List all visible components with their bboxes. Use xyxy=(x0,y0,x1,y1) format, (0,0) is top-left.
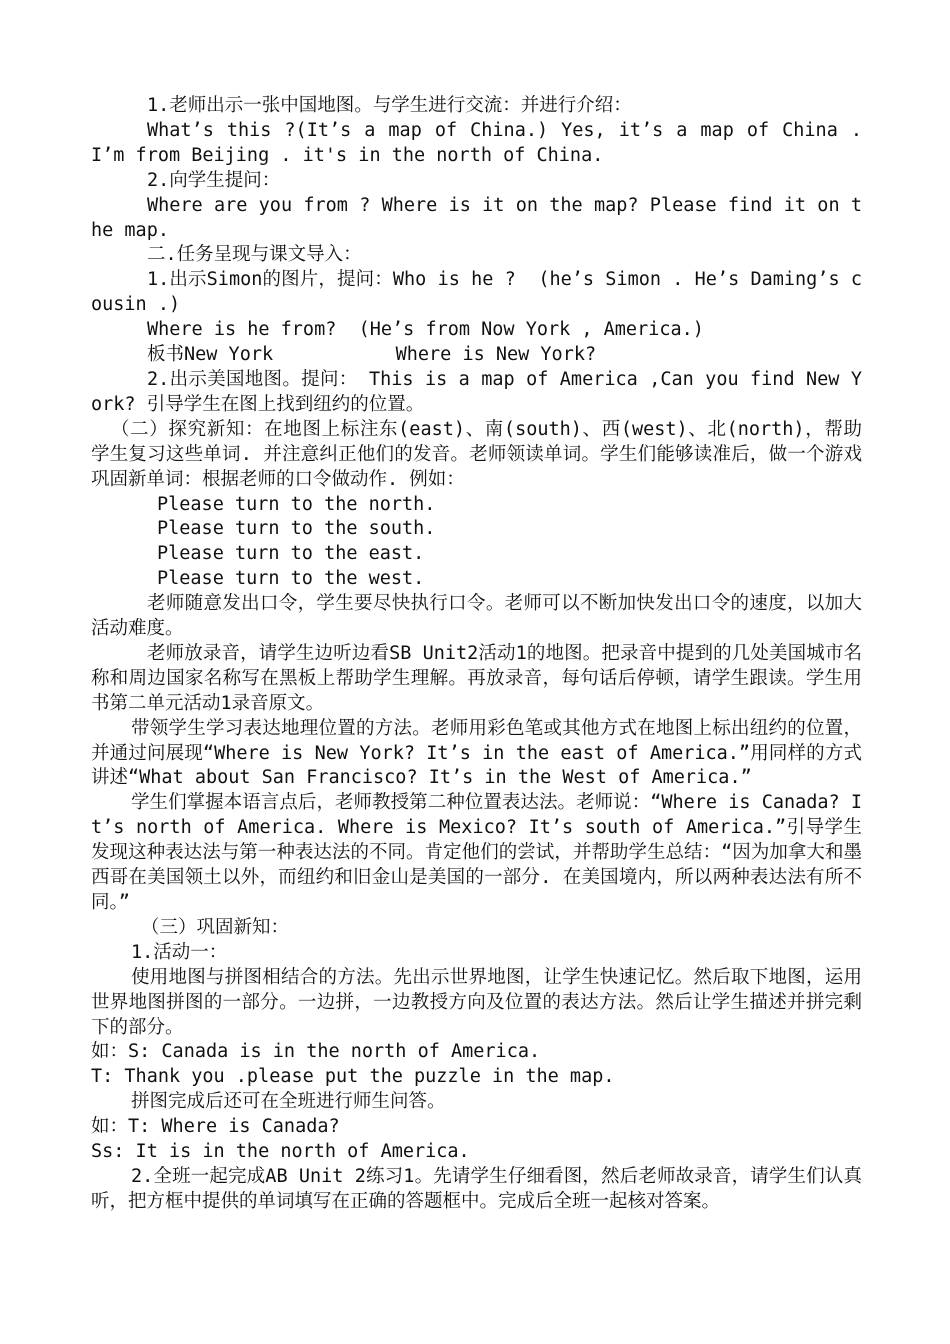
paragraph-3: 2.向学生提问： xyxy=(147,169,281,191)
paragraph-11: 学生们掌握本语言点后，老师教授第二种位置表达法。老师说：“Where is Canada? It’s north of America. Where is Mexico? It’s south of America.”引导学生发现这种表达法与第一种表达法的不同。肯定他们的尝试，并帮助学生总结：“因为加拿大和墨西哥在美国领土以外，而纽约和旧金山是美国的一部分. 在美国境内，所以两种表达法有所不同。” xyxy=(91,792,862,913)
command-west: Please turn to the west. xyxy=(157,568,425,590)
paragraph-2: What’s this ?(It’s a map of China.) Yes, it’s a map of China .I’m from Beijing . it's in the north of China. xyxy=(91,119,862,166)
section-heading-task: 二.任务呈现与课文导入： xyxy=(147,244,362,266)
command-east: Please turn to the east. xyxy=(157,543,425,565)
blackboard-note: 板书New York Where is New York? xyxy=(147,344,597,366)
paragraph-6: Where is he from? (He’s from Now York , America.) xyxy=(147,319,704,341)
paragraph-1: 1.老师出示一张中国地图。与学生进行交流：并进行介绍： xyxy=(147,95,632,116)
paragraph-13: 拼图完成后还可在全班进行师生问答。 xyxy=(131,1091,446,1113)
paragraph-4: Where are you from ? Where is it on the map? Please find it on the map. xyxy=(91,194,862,241)
command-north: Please turn to the north. xyxy=(157,493,436,515)
activity-one: 1.活动一： xyxy=(131,941,228,963)
example-line-4: Ss: It is in the north of America. xyxy=(91,1141,470,1163)
section-consolidate: （三）巩固新知： xyxy=(141,916,290,938)
paragraph-9: 老师放录音，请学生边听边看SB Unit2活动1的地图。把录音中提到的几处美国城市名称和周边国家名称写在黑板上帮助学生理解。再放录音，每句话后停顿，请学生跟读。学生用书第二单元活动1录音原文。 xyxy=(91,642,862,714)
paragraph-8: 老师随意发出口令，学生要尽快执行口令。老师可以不断加快发出口令的速度，以加大活动难度。 xyxy=(91,593,862,640)
paragraph-10: 带领学生学习表达地理位置的方法。老师用彩色笔或其他方式在地图上标出纽约的位置，并通过问展现“Where is New York? It’s in the east of America.”用同样的方式讲述“What about San Francisco? It’s in the West of America.” xyxy=(91,717,862,789)
paragraph-5: 1.出示Simon的图片，提问：Who is he ? (he’s Simon . He’s Daming’s cousin .) xyxy=(91,269,862,316)
example-line-1: 如：S: Canada is in the north of America. xyxy=(91,1041,541,1063)
paragraph-12: 使用地图与拼图相结合的方法。先出示世界地图，让学生快速记忆。然后取下地图，运用世界地图拼图的一部分。一边拼，一边教授方向及位置的表达方法。然后让学生描述并拼完剩下的部分。 xyxy=(91,966,862,1038)
paragraph-14: 2.全班一起完成AB Unit 2练习1。先请学生仔细看图，然后老师故录音，请学生们认真听，把方框中提供的单词填写在正确的答题框中。完成后全班一起核对答案。 xyxy=(91,1165,862,1212)
section-explore: （二）探究新知：在地图上标注东(east)、南(south)、西(west)、北(north)，帮助学生复习这些单词. 并注意纠正他们的发音。老师领读单词。学生们能够读准后，做一个游戏巩固新单词：根据老师的口令做动作. 例如： xyxy=(91,418,862,490)
example-line-3: 如：T: Where is Canada? xyxy=(91,1116,340,1138)
paragraph-7: 2.出示美国地图。提问： This is a map of America ,Can you find New York? 引导学生在图上找到纽约的位置。 xyxy=(91,368,862,415)
command-south: Please turn to the south. xyxy=(157,518,436,540)
example-line-2: T: Thank you .please put the puzzle in the map. xyxy=(91,1066,615,1088)
